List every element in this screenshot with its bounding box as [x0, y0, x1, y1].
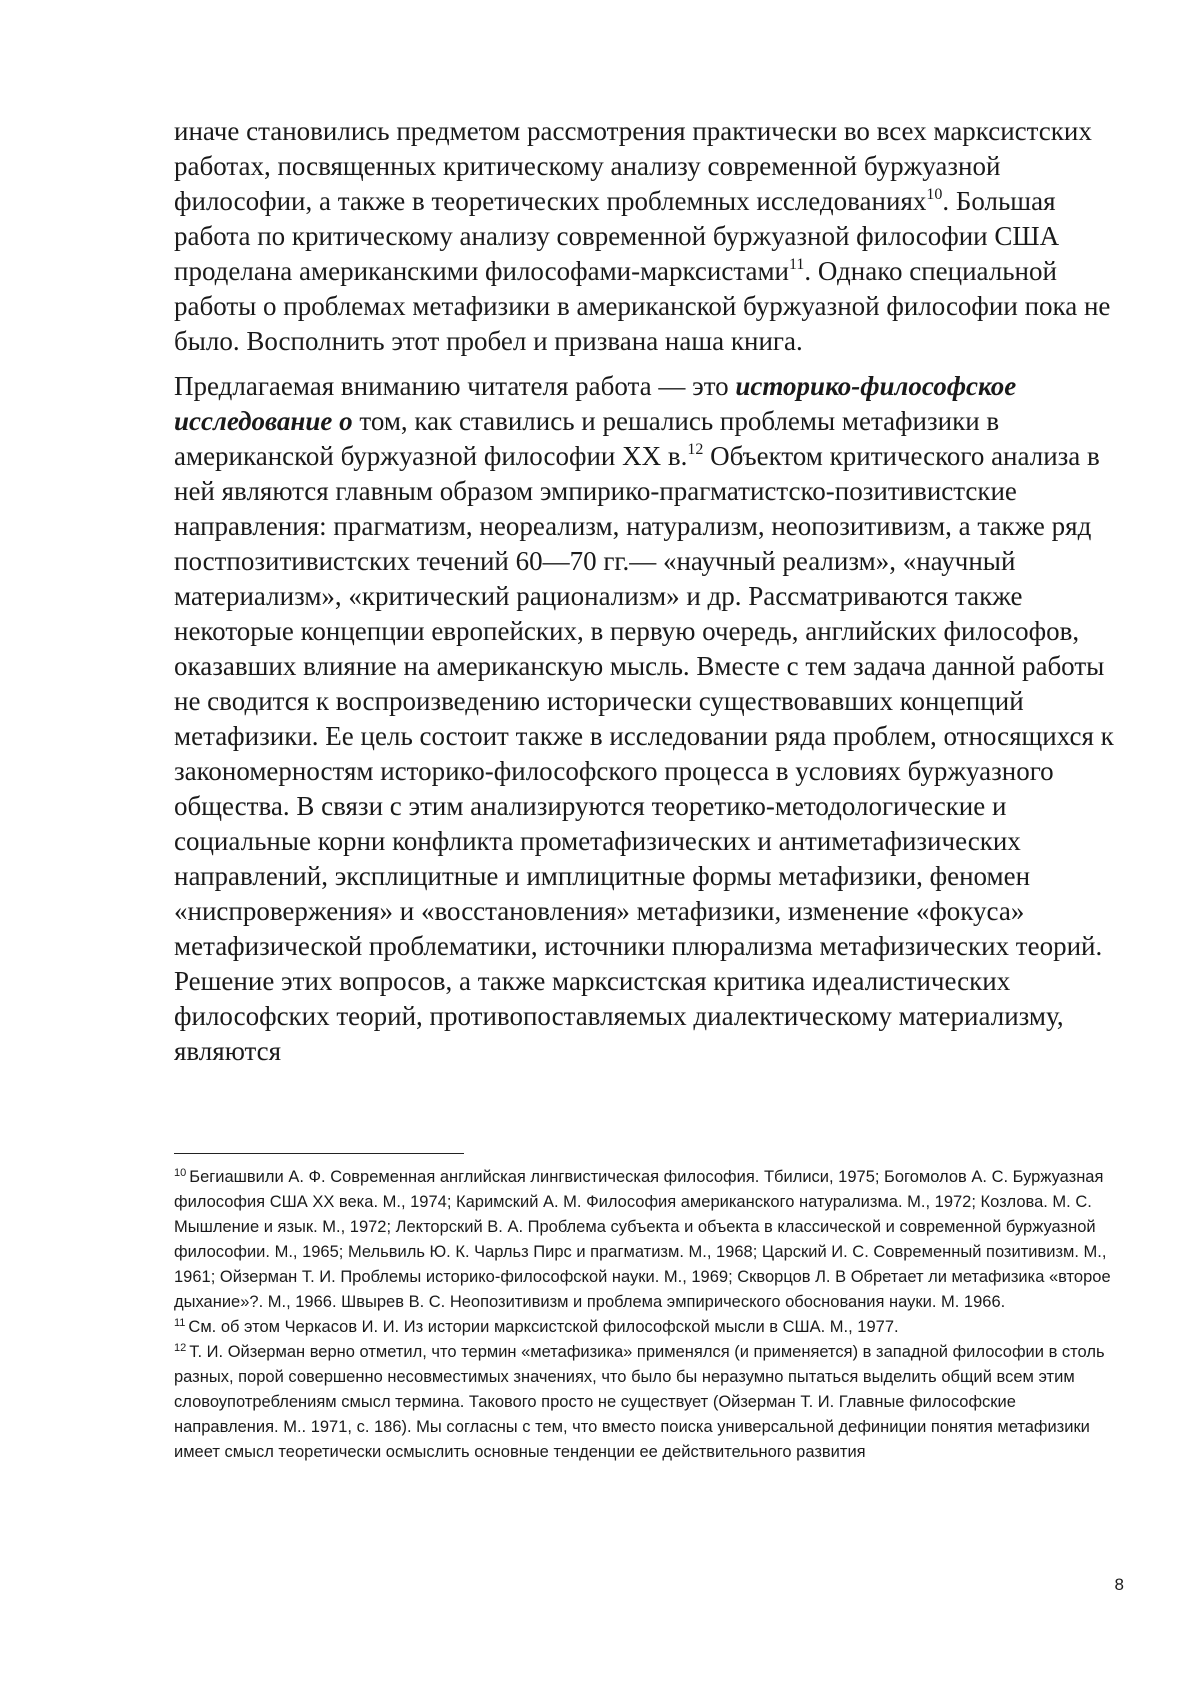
- emphasized-text: историко-философское исследование о: [174, 371, 1017, 436]
- paragraph-text: Объектом критического анализа в ней являются главным образом эмпирико-прагматистско-позитивистские направления: прагматизм, неореализм, натурализм, неопозитивизм, а также ряд постпозитивистских течений 60—70 гг.— «научный реализм», «научный материализм», «критический рационализм» и др. Рассматриваются также некоторые концепции европейских, в первую очередь, английских философов, оказавших влияние на американскую мысль. Вместе с тем задача данной работы не сводится к воспроизведению исторически существовавших концепций метафизики. Ее цель состоит также в исследовании ряда проблем, относящихся к закономерностям историко-философского процесса в условиях буржуазного общества. В связи с этим анализируются теоретико-методологические и социальные корни конфликта прометафизических и антиметафизических направлений, эксплицитные и имплицитные формы метафизики, феномен «ниспровержения» и «восстановления» метафизики, изменение «фокуса» метафизической проблематики, источники плюрализма метафизических теорий. Решение этих вопросов, а также марксистская критика идеалистических философских теорий, противопоставляемых диалектическому материализму, являются: [174, 441, 1114, 1066]
- footnotes: [174, 1165, 1124, 1465]
- paragraph-text: том, как ставились и решались проблемы метафизики в американской буржуазной философии XX в.: [174, 406, 1000, 471]
- paragraph-text: Предлагаемая вниманию читателя работа — это: [174, 371, 736, 401]
- footnote-number: 10: [174, 1167, 187, 1179]
- footnote-ref-12[interactable]: 12: [687, 441, 704, 458]
- footnote-11: [174, 1315, 1124, 1340]
- footnote-ref-10[interactable]: 10: [926, 186, 943, 203]
- body-paragraph-2: [174, 369, 1124, 1069]
- footnote-separator: [174, 1153, 464, 1154]
- footnote-number: 11: [174, 1317, 186, 1329]
- footnote-number: 12: [174, 1342, 187, 1354]
- main-text: [174, 114, 1124, 1069]
- footnote-10: [174, 1165, 1124, 1315]
- body-paragraph-1: [174, 114, 1124, 359]
- footnote-ref-11[interactable]: 11: [789, 256, 805, 273]
- paragraph-text: . Большая работа по критическому анализу современной буржуазной философии США проделана американскими философами-марксистами: [174, 186, 1060, 286]
- paragraph-text: . Однако специальной работы о проблемах метафизики в американской буржуазной философии пока не было. Восполнить этот пробел и призвана наша книга.: [174, 256, 1111, 356]
- page-number: 8: [1114, 1575, 1124, 1594]
- paragraph-text: иначе становились предметом рассмотрения практически во всех марксистских работах, посвященных критическому анализу современной буржуазной философии, а также в теоретических проблемных исследованиях: [174, 116, 1092, 216]
- footnote-text: См. об этом Черкасов И. И. Из истории марксистской философской мысли в США. М., 1977.: [188, 1318, 899, 1336]
- footnote-text: Бегиашвили А. Ф. Современная английская лингвистическая философия. Тбилиси, 1975; Богомолов А. С. Буржуазная философия США XX века. М., 1974; Каримский А. М. Философия американского натурализма. М., 1972; Козлова. М. С. Мышление и язык. М., 1972; Лекторский В. А. Проблема субъекта и объекта в классической и современной буржуазной философии. М., 1965; Мельвиль Ю. К. Чарльз Пирс и прагматизм. М., 1968; Царский И. С. Современный позитивизм. М., 1961; Ойзерман Т. И. Проблемы историко-философской науки. М., 1969; Скворцов Л. В Обретает ли метафизика «второе дыхание»?. М., 1966. Швырев В. С. Неопозитивизм и проблема эмпирического обоснования науки. М. 1966.: [174, 1168, 1111, 1311]
- footnote-12: [174, 1340, 1124, 1465]
- footnote-text: Т. И. Ойзерман верно отметил, что термин «метафизика» применялся (и применяется) в западной философии в столь разных, порой совершенно несовместимых значениях, что было бы неразумно пытаться выделить общий всем этим словоупотреблениям смысл термина. Такового просто не существует (Ойзерман Т. И. Главные философские направления. М.. 1971, с. 186). Мы согласны с тем, что вместо поиска универсальной дефиниции понятия метафизики имеет смысл теоретически осмыслить основные тенденции ее действительного развития: [174, 1343, 1105, 1461]
